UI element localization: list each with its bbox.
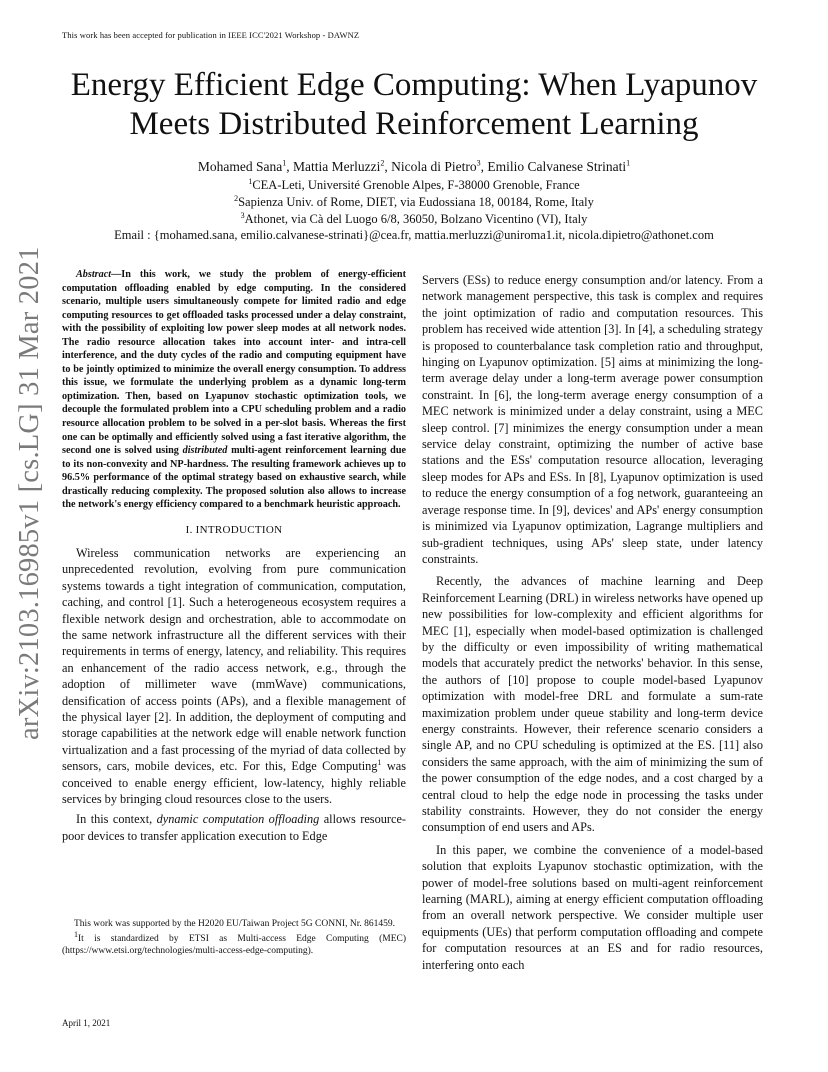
paragraph-text: In this context, <box>76 812 157 827</box>
body-paragraph: In this paper, we combine the convenience of a model-based solution that exploits Lyapunov stochastic optimization, with the power of model-free solutions based on multi-agent reinforcement learning (MARL), aiming at energy efficient computation offloading from an overall network perspective. We consider multiple user equipments (UEs) that perform computation offloading and compete for computation resources at an ES and for radio resources, interfering onto each <box>422 842 763 972</box>
paragraph-text: allows resource-poor devices to transfer application execution to Edge <box>62 812 406 843</box>
paragraph-text: was conceived to enable energy efficient, low-latency, highly reliable services by bringing cloud resources close to the users. <box>62 759 406 807</box>
paper-title: Energy Efficient Edge Computing: When Lyapunov Meets Distributed Reinforcement Learning <box>70 67 758 142</box>
body-paragraph: Servers (ESs) to reduce energy consumption and/or latency. From a network management perspective, this task is complex and requires the joint optimization of radio and computation resources. This problem has received wide attention [3]. In [4], a scheduling strategy is proposed to counterbalance task completion ratio and throughput, hinging on Lyapunov optimization. [5] aims at minimizing the long-term average delay under a long-term average power consumption constraint. In [6], the long-term average energy consumption of a MEC network is minimized under a delay constraint, using a MEC sleep control. [7] minimizes the energy consumption under a mean service delay constraint, optimizing the number of active base stations and the ESs' computation resource allocation, leveraging sleep modes for APs and ESs. In [8], Lyapunov optimization is used to reduce the energy consumption of a fog network, guaranteeing an average response time. In [9], devices' and APs' energy consumption is minimized via Lyapunov optimization, Lagrange multipliers and sub-gradient techniques, using APs' sleep state, under latency constraints. <box>422 273 763 566</box>
publication-note: This work has been accepted for publication in IEEE ICC'2021 Workshop - DAWNZ <box>62 30 360 40</box>
affiliation-text: Sapienza Univ. of Rome, DIET, via Eudossiana 18, 00184, Rome, Italy <box>238 195 594 209</box>
right-column <box>422 272 763 979</box>
author-mark: 1 <box>626 158 631 168</box>
affiliation-mark: 3 <box>240 210 245 220</box>
abstract-text: —In this work, we study the problem of energy-efficient computation offloading enabled by edge computing. In the considered scenario, multiple users simultaneously compete for limited radio and edge computing resources to get offloaded tasks processed under a delay constraint, with the possibility of exploiting low power sleep modes at all network nodes. The radio resource allocation takes into account inter- and intra-cell interference, and the duty cycles of the radio and computing equipment have to be jointly optimized to minimize the overall energy consumption. To address this issue, we formulate the underlying problem as a dynamic long-term optimization. Then, based on Lyapunov stochastic optimization tools, we decouple the formulated problem into a CPU scheduling problem and a radio resource allocation problem to be solved in a per-slot basis. Whereas the first one can be optimally and efficiently solved using a fast iterative algorithm, the second one is solved using <box>62 269 406 457</box>
body-paragraph <box>62 545 406 808</box>
author-mark: 3 <box>476 158 481 168</box>
author-list: Mohamed Sana$^1$, Mattia Merluzzi$^2$, Nicola di Pietro$^3$, Emilio Calvanese Strinati$^1$ <box>197 158 631 174</box>
author-name: Nicola di Pietro <box>391 159 477 174</box>
body-paragraph <box>62 811 406 844</box>
paragraph-emphasis: dynamic computation offloading <box>156 812 320 827</box>
abstract-text: multi-agent reinforcement learning due to its non-convexity and NP-hardness. The resulting framework achieves up to 96.5% performance of the optimal strategy based on exhaustive search, while drastically reducing complexity. The proposed solution also allows to increase the network's energy efficiency compared to a benchmark heuristic approach. <box>62 445 407 511</box>
affiliation-text: Athonet, via Cà del Luogo 6/8, 36050, Bolzano Vicentino (VI), Italy <box>244 212 588 226</box>
arxiv-side-stamp: arXiv:2103.16985v1 [cs.LG] 31 Mar 2021 <box>14 246 45 740</box>
footnote-support: This work was supported by the H2020 EU/Taiwan Project 5G CONNI, Nr. 861459. <box>74 919 395 929</box>
footnotes <box>62 918 406 960</box>
affiliation <box>40 211 788 228</box>
abstract-emphasis: distributed <box>182 445 228 457</box>
author-name: Mattia Merluzzi <box>293 159 381 174</box>
footnote-1 <box>62 929 406 958</box>
author-mark: 1 <box>282 158 287 168</box>
affiliation-mark: 2 <box>234 193 239 203</box>
affiliation <box>40 177 788 194</box>
author-mark: 2 <box>380 158 385 168</box>
section-heading: I. INTRODUCTION <box>185 523 283 536</box>
footnote-text: It is standardized by ETSI as Multi-access Edge Computing (MEC) (https://www.etsi.org/technologies/multi-access-edge-computing). <box>62 933 406 956</box>
affiliation-text: CEA-Leti, Université Grenoble Alpes, F-38000 Grenoble, France <box>252 178 580 192</box>
author-name: Mohamed Sana <box>197 159 283 174</box>
paragraph-text: Wireless communication networks are experiencing an unprecedented revolution, evolving from pure communication systems towards a tight integration of communication, computation, caching, and control [1]. Such a heterogeneous ecosystem requires a flexible network design and orchestration, able to accommodate on the same network infrastructure all the different services with their requirements in terms of energy, latency, and reliability. This requires an enhancement of the radio access network, e.g., through the adoption of millimeter wave (mmWave) communications, densification of access points (APs), and a flexible management of the physical layer [2]. In addition, the deployment of computing and storage capabilities at the network edge will enable network function virtualization and a fast processing of the myriad of data collected by sensors, cars, mobile devices, etc. For this, Edge Computing <box>62 545 406 774</box>
page-date: April 1, 2021 <box>62 1018 111 1028</box>
abstract <box>62 268 406 512</box>
footnote-ref: 1 <box>377 758 382 768</box>
left-column <box>62 268 406 848</box>
body-paragraph: Recently, the advances of machine learning and Deep Reinforcement Learning (DRL) in wireless networks have opened up new possibilities for low-complexity and efficient algorithms for MEC [1], especially when model-based optimization is challenged by the difficulty or even impossibility of writing mathematical models that accurately predict the networks' behavior. In this sense, the authors of [10] propose to couple model-based Lyapunov optimization with model-free DRL and formulate a sum-rate maximization problem under queue stability and long-term device energy constraints. However, their reference scenario considers a single AP, and no CPU scheduling is optimized at the ES. [11] also considers the same approach, with the aim of minimizing the sum of the power consumption of the edge nodes, and a cost charged by a central cloud to help the edge node in processing the tasks under stability constraints. However, they do not consider the energy consumption of end users and APs. <box>422 574 763 835</box>
footnote-mark: 1 <box>74 929 78 939</box>
affiliation-mark: 1 <box>248 176 253 186</box>
abstract-lead: Abstract <box>76 269 112 280</box>
email-line: Email : {mohamed.sana, emilio.calvanese-strinati}@cea.fr, mattia.merluzzi@uniroma1.it, nicola.dipietro@athonet.com <box>114 228 714 242</box>
affiliation <box>40 194 788 211</box>
author-name: Emilio Calvanese Strinati <box>487 159 627 174</box>
